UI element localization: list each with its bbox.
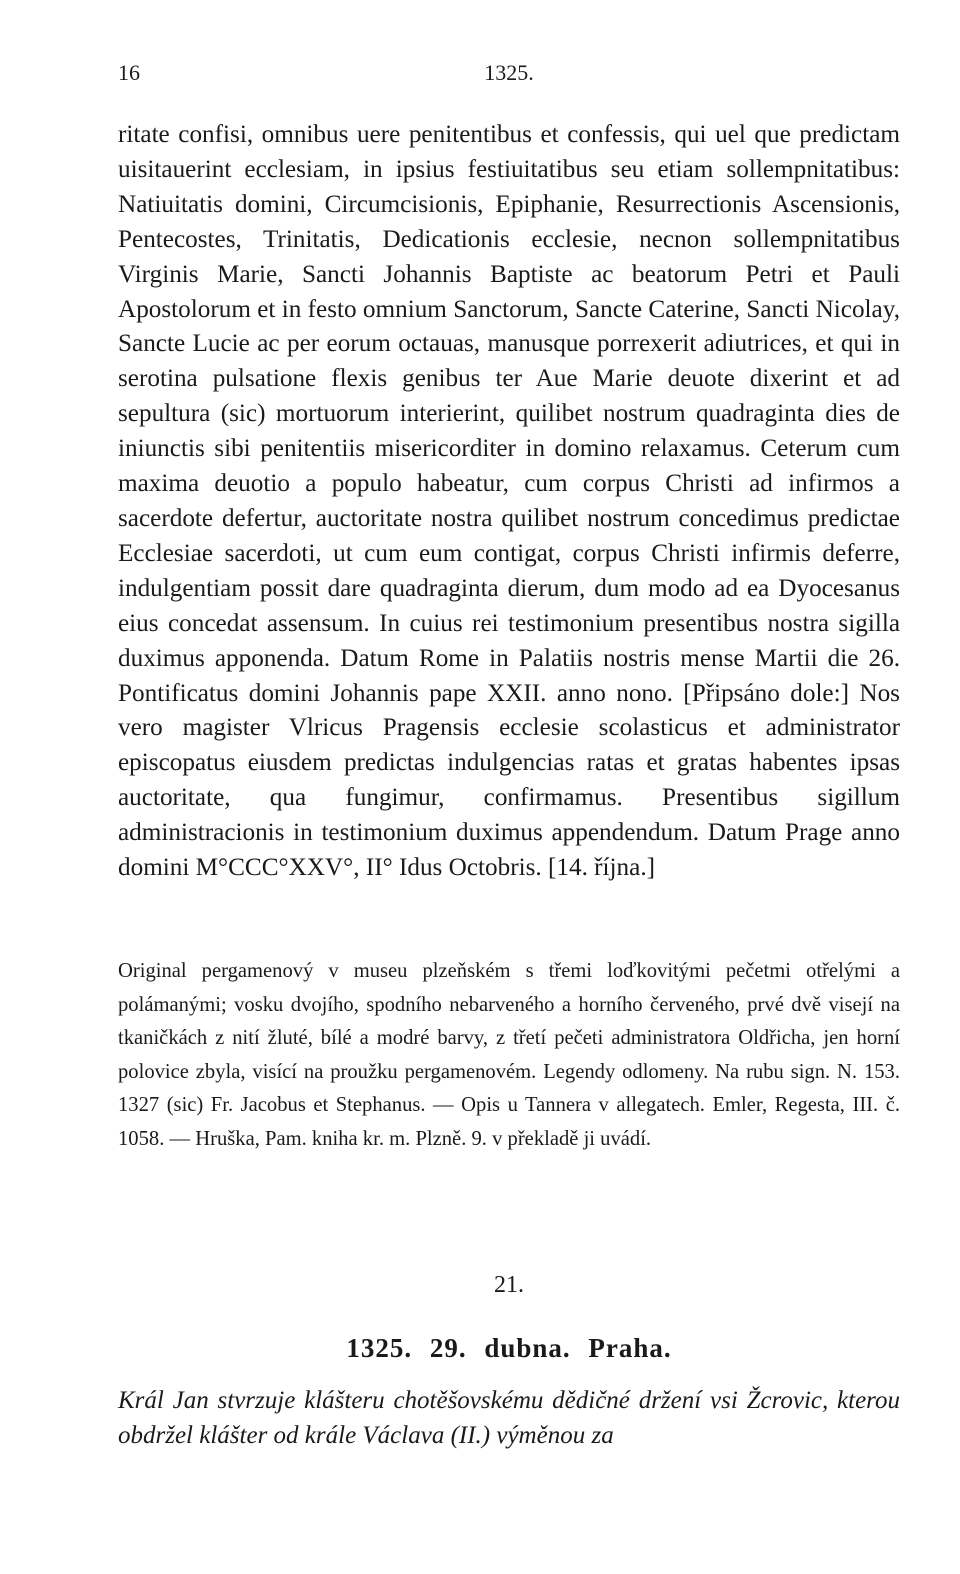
page-header [118, 60, 900, 90]
document-summary: Král Jan stvrzuje klášteru chotěšovskému dědičné držení vsi Žcrovic, kterou obdržel klášter od krále Václava (II.) výměnou za [118, 1387, 900, 1449]
archival-note: Original pergamenový v museu plzeňském s třemi loďkovitými pečetmi otřelými a polámanými; vosku dvojího, spodního nebarveného a horního červeného, prvé dvě visejí na tkaničkách z nití žluté, bílé a modré barvy, z třetí pečeti administratora Oldřicha, jen horní polovice zbyla, visící na proužku pergamenovém. Legendy odlomeny. Na rubu sign. N. 153. 1327 (sic) Fr. Jacobus et Stephanus. — Opis u Tannera v allegatech. Emler, Regesta, III. č. 1058. — Hruška, Pam. kniha kr. m. Plzně. 9. v překladě ji uvádí. [118, 960, 900, 1150]
page-year: 1325. [484, 60, 534, 85]
document-heading: 1325. 29. dubna. Praha. [346, 1333, 672, 1363]
page-number: 16 [118, 60, 140, 85]
document-number: 21. [494, 1272, 524, 1298]
main-text-paragraph: ritate confisi, omnibus uere penitentibus et confessis, qui uel que predictam uisitauerint ecclesiam, in ipsius festiuitatibus seu etiam sollempnitatibus: Natiuitatis domini, Circumcisionis, Epiphanie, Resurrectionis Ascensionis, Pentecostes, Trinitatis, Dedicationis ecclesie, necnon sollempnitatibus Virginis Marie, Sancti Johannis Baptiste ac beatorum Petri et Pauli Apostolorum et in festo omnium Sanctorum, Sancte Caterine, Sancti Nicolay, Sancte Lucie ac per eorum octauas, manusque porrexerit adiutrices, et qui in serotina pulsatione flexis genibus ter Aue Marie deuote dixerint et ad sepultura (sic) mortuorum interierint, quilibet nostrum quadraginta dies de iniunctis sibi penitentiis misericorditer in domino relaxamus. Ceterum cum maxima deuotio a populo habeatur, cum corpus Christi ad infirmos a sacerdote defertur, auctoritate nostra quilibet nostrum concedimus predictae Ecclesiae sacerdoti, ut cum eum contigat, corpus Christi infirmis deferre, indulgentiam possit dare quadraginta dierum, dum modo ad ea Dyocesanus eius concedat assensum. In cuius rei testimonium presentibus nostra sigilla duximus apponenda. Datum Rome in Palatiis nostris mense Martii die 26. Pontificatus domini Johannis pape XXII. anno nono. [Připsáno dole:] Nos vero magister Vlricus Pragensis ecclesie scolasticus et administrator episcopatus eiusdem predictas indulgencias ratas et gratas habentes ipsas auctoritate, qua fungimur, confirmamus. Presentibus sigillum administracionis in testimonium duximus appendendum. Datum Prage anno domini M°CCC°XXV°, II° Idus Octobris. [14. října.] [118, 121, 900, 882]
